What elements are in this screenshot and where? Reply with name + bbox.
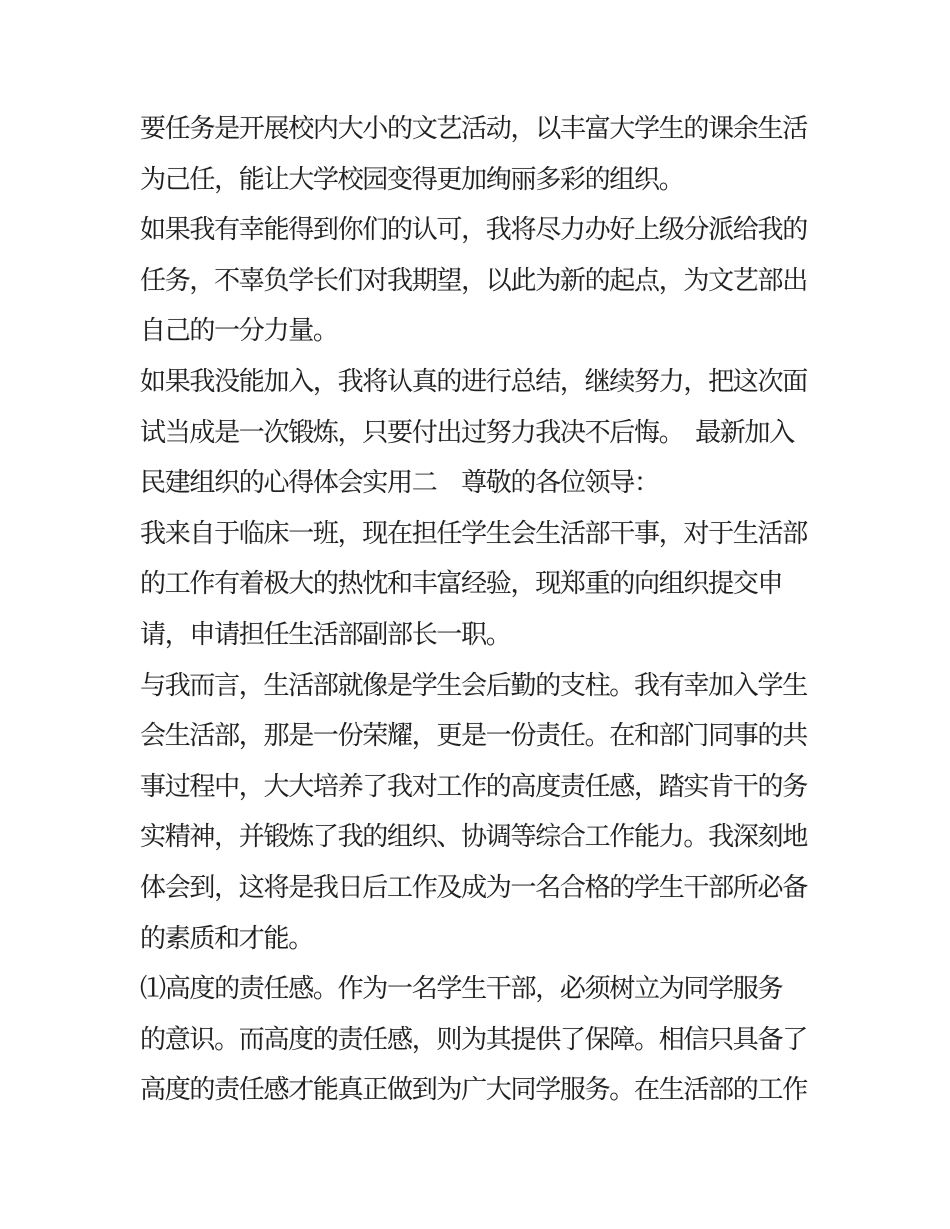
text-line: 实精神，并锻炼了我的组织、协调等综合工作能力。我深刻地 xyxy=(140,822,807,852)
text-line: 的意识。而高度的责任感，则为其提供了保障。相信只具备了 xyxy=(140,1024,807,1054)
text-line: 请，申请担任生活部副部长一职。 xyxy=(140,619,511,649)
text-line: 的工作有着极大的热忱和丰富经验，现郑重的向组织提交申 xyxy=(140,569,783,599)
essay-text-block xyxy=(140,104,840,1116)
text-line: ⑴高度的责任感。作为一名学生干部，必须树立为同学服务 xyxy=(140,974,783,1004)
text-line: 体会到，这将是我日后工作及成为一名合格的学生干部所必备 xyxy=(140,872,807,902)
text-line: 民建组织的心得体会实用二 尊敬的各位领导： xyxy=(140,468,659,498)
text-line: 为己任，能让大学校园变得更加绚丽多彩的组织。 xyxy=(140,164,684,194)
text-line: 我来自于临床一班，现在担任学生会生活部干事，对于生活部 xyxy=(140,518,807,548)
text-line: 事过程中，大大培养了我对工作的高度责任感，踏实肯干的务 xyxy=(140,771,807,801)
text-line: 如果我有幸能得到你们的认可，我将尽力办好上级分派给我的 xyxy=(140,215,807,245)
text-line: 与我而言，生活部就像是学生会后勤的支柱。我有幸加入学生 xyxy=(140,670,807,700)
text-line: 会生活部，那是一份荣耀，更是一份责任。在和部门同事的共 xyxy=(140,721,807,751)
text-line: 要任务是开展校内大小的文艺活动，以丰富大学生的课余生活 xyxy=(140,114,807,143)
text-line: 的素质和才能。 xyxy=(140,923,313,953)
text-line: 自己的一分力量。 xyxy=(140,316,338,346)
text-line: 如果我没能加入，我将认真的进行总结，继续努力，把这次面 xyxy=(140,366,807,396)
text-line: 试当成是一次锻炼，只要付出过努力我决不后悔。 最新加入 xyxy=(140,417,794,447)
text-line: 任务，不辜负学长们对我期望，以此为新的起点，为文艺部出 xyxy=(140,265,807,295)
text-line: 高度的责任感才能真正做到为广大同学服务。在生活部的工作 xyxy=(140,1075,807,1105)
